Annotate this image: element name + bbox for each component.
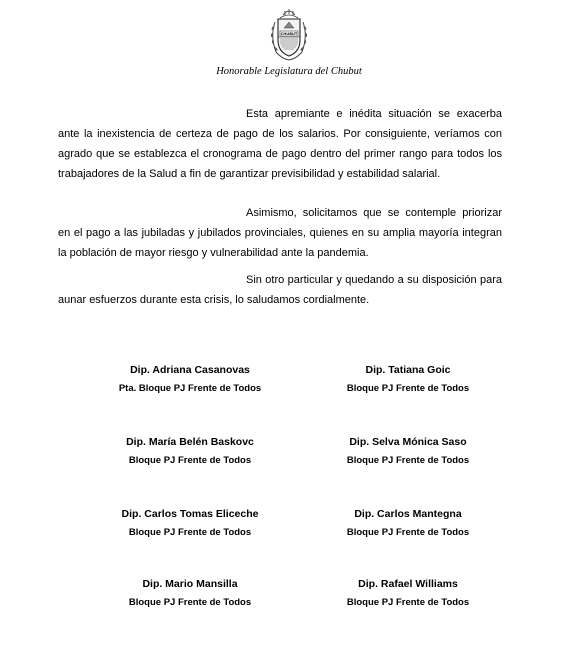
signer-party: Bloque PJ Frente de Todos [128,597,252,608]
body-paragraph [58,104,502,184]
body-paragraph [58,270,502,310]
signer-name: Dip. Selva Mónica Saso [349,436,467,448]
signer-name: Dip. Rafael Williams [358,578,458,590]
signer-party: Pta. Bloque PJ Frente de Todos [118,383,262,394]
signer-party: Bloque PJ Frente de Todos [346,597,470,608]
signer-name: Dip. María Belén Baskovc [126,436,254,448]
paragraph-text: Esta apremiante e inédita situación se exacerba ante la inexistencia de certeza de pago de los salarios. Por consiguiente, veríamos con agrado que se establezca el cronograma de pago dentro del primer rango para todos los trabajadores de la Salud a fin de garantizar previsibilidad y estabilidad salarial. [58,108,502,180]
signature-block [288,363,528,395]
signature-block [70,577,310,609]
signature-block [70,435,310,467]
signature-block [288,577,528,609]
signer-name: Dip. Adriana Casanovas [130,364,250,376]
signer-party: Bloque PJ Frente de Todos [128,527,252,538]
signature-block [288,507,528,539]
signature-block [70,363,310,395]
body-paragraph [58,203,502,263]
signer-name: Dip. Mario Mansilla [142,578,238,590]
signature-block [288,435,528,467]
institution-name: Honorable Legislatura del Chubut [216,66,362,77]
signer-party: Bloque PJ Frente de Todos [346,527,470,538]
signature-block [70,507,310,539]
signer-party: Bloque PJ Frente de Todos [128,455,252,466]
signer-party: Bloque PJ Frente de Todos [346,455,470,466]
signer-name: Dip. Carlos Mantegna [354,508,462,520]
paragraph-text: Sin otro particular y quedando a su disposición para aunar esfuerzos durante esta crisis, lo saludamos cordialmente. [58,274,502,306]
signer-name: Dip. Tatiana Goic [365,364,451,376]
signer-party: Bloque PJ Frente de Todos [346,383,470,394]
seal-text: CHUBUT [280,32,298,36]
signer-name: Dip. Carlos Tomas Eliceche [121,508,259,520]
paragraph-text: Asimismo, solicitamos que se contemple priorizar en el pago a las jubiladas y jubilados provinciales, quienes en su amplia mayoría integran la población de mayor riesgo y vulnerabilidad ante la pandemia. [58,207,502,259]
provincial-seal-icon [266,6,312,62]
